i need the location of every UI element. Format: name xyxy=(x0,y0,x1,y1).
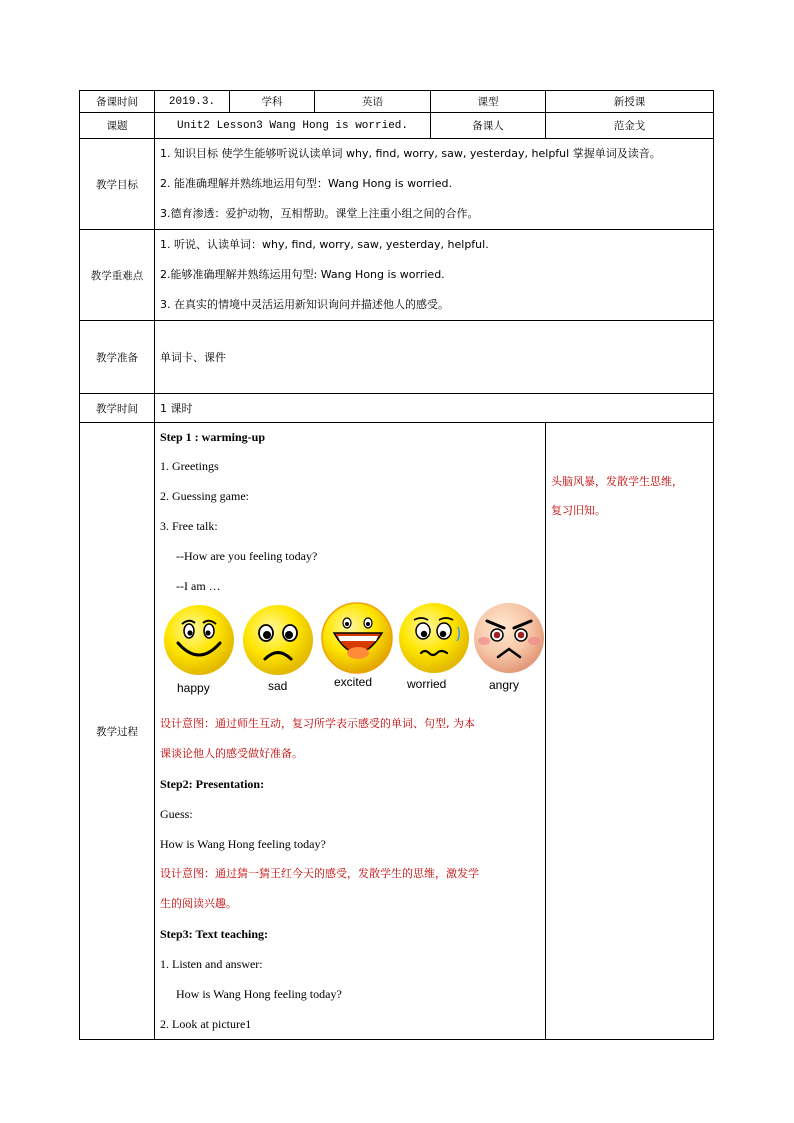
angry-face-icon xyxy=(472,601,546,675)
face-label-worried: worried xyxy=(407,677,447,691)
step3-title: Step3: Text teaching: xyxy=(160,927,268,941)
face-label-sad: sad xyxy=(268,679,288,693)
design-note-2-cont: 生的阅读兴趣。 xyxy=(160,897,237,910)
process-content xyxy=(155,423,546,1040)
step1-title: Step 1 : warming-up xyxy=(160,430,266,444)
preparation-value: 单词卡、课件 xyxy=(155,321,714,394)
design-note-2: 设计意图：通过猜一猜王红今天的感受，发散学生的思维，激发学 xyxy=(160,867,479,880)
key-points-label: 教学重难点 xyxy=(80,230,155,321)
preparer-value: 范金戈 xyxy=(546,113,714,139)
process-label: 教学过程 xyxy=(80,423,155,1040)
key-points-row xyxy=(80,230,714,321)
objectives-label: 教学目标 xyxy=(80,139,155,230)
face-label-angry: angry xyxy=(489,678,520,692)
duration-label: 教学时间 xyxy=(80,394,155,423)
step2-line: Guess: xyxy=(160,807,193,821)
duration-row xyxy=(80,394,714,423)
lesson-type-label: 课型 xyxy=(431,91,546,113)
header-row xyxy=(80,91,714,113)
subject-value: 英语 xyxy=(315,91,431,113)
dialogue-line: --I am … xyxy=(176,579,221,593)
step3-line: 2. Look at picture1 xyxy=(160,1017,252,1031)
emotion-faces xyxy=(160,601,541,701)
objectives-row xyxy=(80,139,714,230)
excited-face-icon xyxy=(320,601,394,675)
subject-label: 学科 xyxy=(230,91,315,113)
lesson-plan-table xyxy=(79,90,714,1040)
key-point-item: 3. 在真实的情境中灵活运用新知识询问并描述他人的感受。 xyxy=(160,298,449,311)
prep-time-value: 2019.3. xyxy=(155,91,230,113)
step1-item: 3. Free talk: xyxy=(160,519,218,533)
design-note-1: 设计意图：通过师生互动，复习所学表示感受的单词、句型, 为本 xyxy=(160,717,475,730)
objective-item: 3.德育渗透：爱护动物，互相帮助。课堂上注重小组之间的合作。 xyxy=(160,207,479,220)
objective-item: 1. 知识目标 使学生能够听说认读单词 why, find, worry, saw, yesterday, helpful 掌握单词及读音。 xyxy=(160,147,661,160)
topic-row xyxy=(80,113,714,139)
sad-face-icon xyxy=(241,603,315,677)
face-label-happy: happy xyxy=(177,681,210,695)
topic-label: 课题 xyxy=(80,113,155,139)
topic-value: Unit2 Lesson3 Wang Hong is worried. xyxy=(155,113,431,139)
objective-item: 2. 能准确理解并熟练地运用句型：Wang Hong is worried. xyxy=(160,177,452,190)
duration-value: 1 课时 xyxy=(155,394,714,423)
prep-time-label: 备课时间 xyxy=(80,91,155,113)
side-note-line: 头脑风暴，发散学生思维， xyxy=(551,475,683,488)
objectives-content xyxy=(155,139,714,230)
step3-line: 1. Listen and answer: xyxy=(160,957,263,971)
dialogue-line: --How are you feeling today? xyxy=(176,549,318,563)
key-points-content xyxy=(155,230,714,321)
preparer-label: 备课人 xyxy=(431,113,546,139)
step1-item: 1. Greetings xyxy=(160,459,219,473)
step2-title: Step2: Presentation: xyxy=(160,777,265,791)
key-point-item: 1. 听说、认读单词：why, find, worry, saw, yesterday, helpful. xyxy=(160,238,489,251)
preparation-row xyxy=(80,321,714,394)
happy-face-icon xyxy=(162,603,236,677)
key-point-item: 2.能够准确理解并熟练运用句型: Wang Hong is worried. xyxy=(160,268,445,281)
lesson-type-value: 新授课 xyxy=(546,91,714,113)
preparation-label: 教学准备 xyxy=(80,321,155,394)
worried-face-icon xyxy=(397,601,471,675)
process-row xyxy=(80,423,714,1040)
step1-item: 2. Guessing game: xyxy=(160,489,249,503)
face-label-excited: excited xyxy=(334,675,373,689)
step3-line: How is Wang Hong feeling today? xyxy=(176,987,342,1001)
design-note-1-cont: 课谈论他人的感受做好准备。 xyxy=(160,747,303,760)
step2-line: How is Wang Hong feeling today? xyxy=(160,837,326,851)
side-note-line: 复习旧知。 xyxy=(551,504,606,517)
side-note-cell xyxy=(546,423,714,1040)
